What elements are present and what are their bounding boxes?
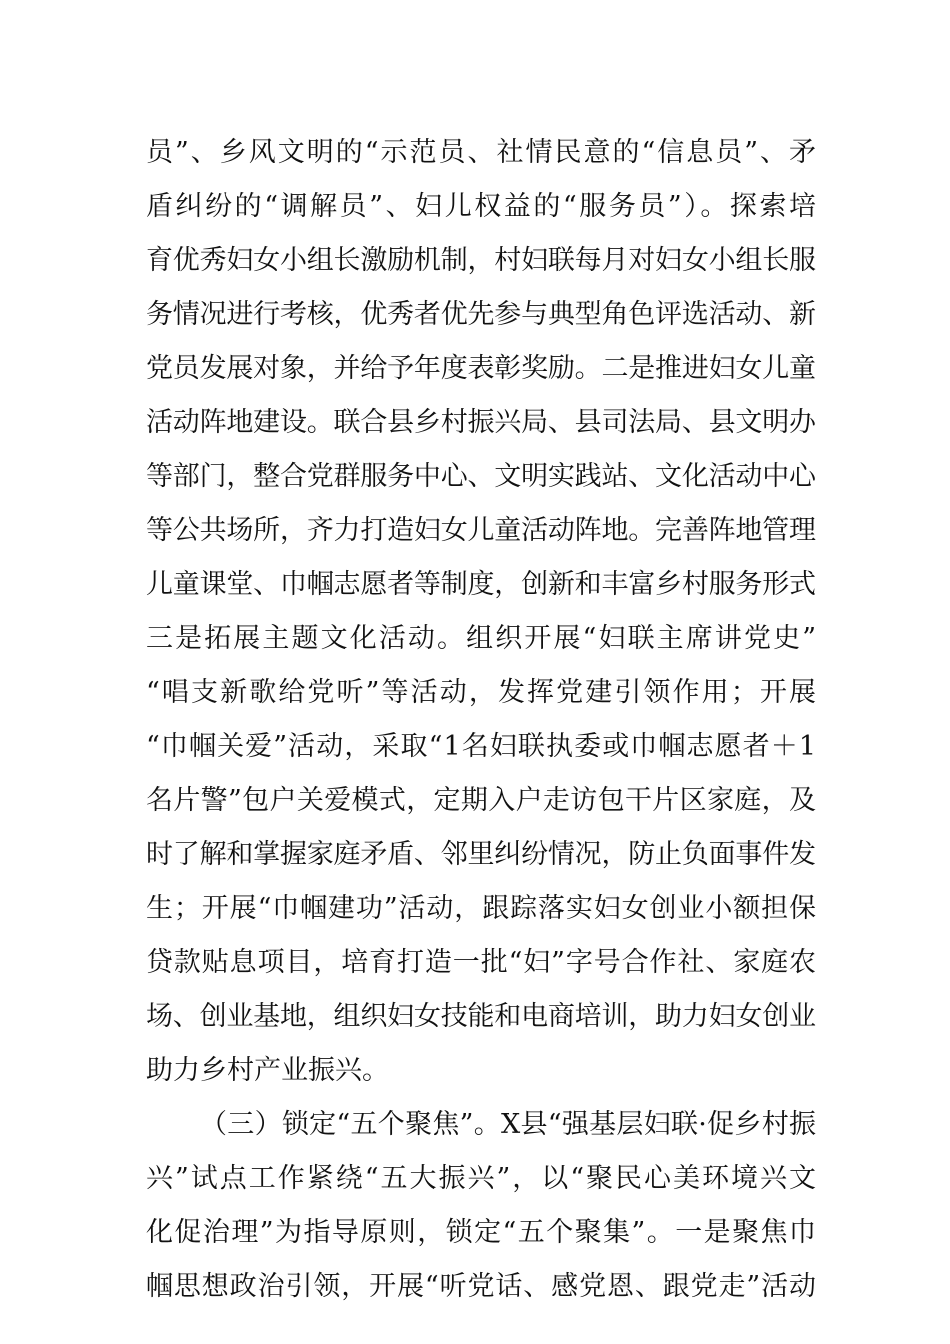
text-line: 化促治理”为指导原则，锁定“五个聚集”。一是聚焦巾	[146, 1217, 818, 1248]
text-line: “巾帼关爱”活动，采取“1名妇联执委或巾帼志愿者＋1	[146, 731, 818, 762]
text-line: 等公共场所，齐力打造妇女儿童活动阵地。完善阵地管理	[146, 515, 816, 546]
text-line: 生；开展“巾帼建功”活动，跟踪落实妇女创业小额担保	[146, 893, 817, 924]
text-line: 兴”试点工作紧绕“五大振兴”，以“聚民心美环境兴文	[146, 1163, 818, 1194]
text-line: 贷款贴息项目，培育打造一批“妇”字号合作社、家庭农	[146, 947, 817, 978]
text-line: 育优秀妇女小组长激励机制，村妇联每月对妇女小组长服	[146, 245, 816, 276]
text-line: 名片警”包户关爱模式，定期入户走访包干片区家庭，及	[146, 785, 817, 816]
text-line: 盾纠纷的“调解员”、妇儿权益的“服务员”）。探索培	[146, 191, 819, 222]
text-line: 场、创业基地，组织妇女技能和电商培训，助力妇女创业	[146, 1001, 816, 1032]
body-text	[146, 126, 819, 1314]
text-line: 帼思想政治引领，开展“听党话、感党恩、跟党走”活动	[146, 1271, 817, 1302]
text-line: 三是拓展主题文化活动。组织开展“妇联主席讲党史”	[146, 623, 819, 654]
text-line: “唱支新歌给党听”等活动，发挥党建引领作用；开展	[146, 677, 819, 708]
section-heading-line: （三）锁定“五个聚焦”。X县“强基层妇联·促乡村振	[200, 1109, 817, 1140]
text-line: 活动阵地建设。联合县乡村振兴局、县司法局、县文明办	[146, 407, 816, 438]
text-line: 务情况进行考核，优秀者优先参与典型角色评选活动、新	[146, 299, 816, 330]
text-line: 时了解和掌握家庭矛盾、邻里纠纷情况，防止负面事件发	[146, 839, 816, 870]
text-line: 等部门，整合党群服务中心、文明实践站、文化活动中心	[146, 461, 816, 492]
text-line: 党员发展对象，并给予年度表彰奖励。二是推进妇女儿童	[146, 353, 816, 384]
text-line: 员”、乡风文明的“示范员、社情民意的“信息员”、矛	[146, 137, 818, 168]
text-line: 儿童课堂、巾帼志愿者等制度，创新和丰富乡村服务形式	[146, 569, 816, 600]
text-line: 助力乡村产业振兴。	[146, 1055, 389, 1086]
